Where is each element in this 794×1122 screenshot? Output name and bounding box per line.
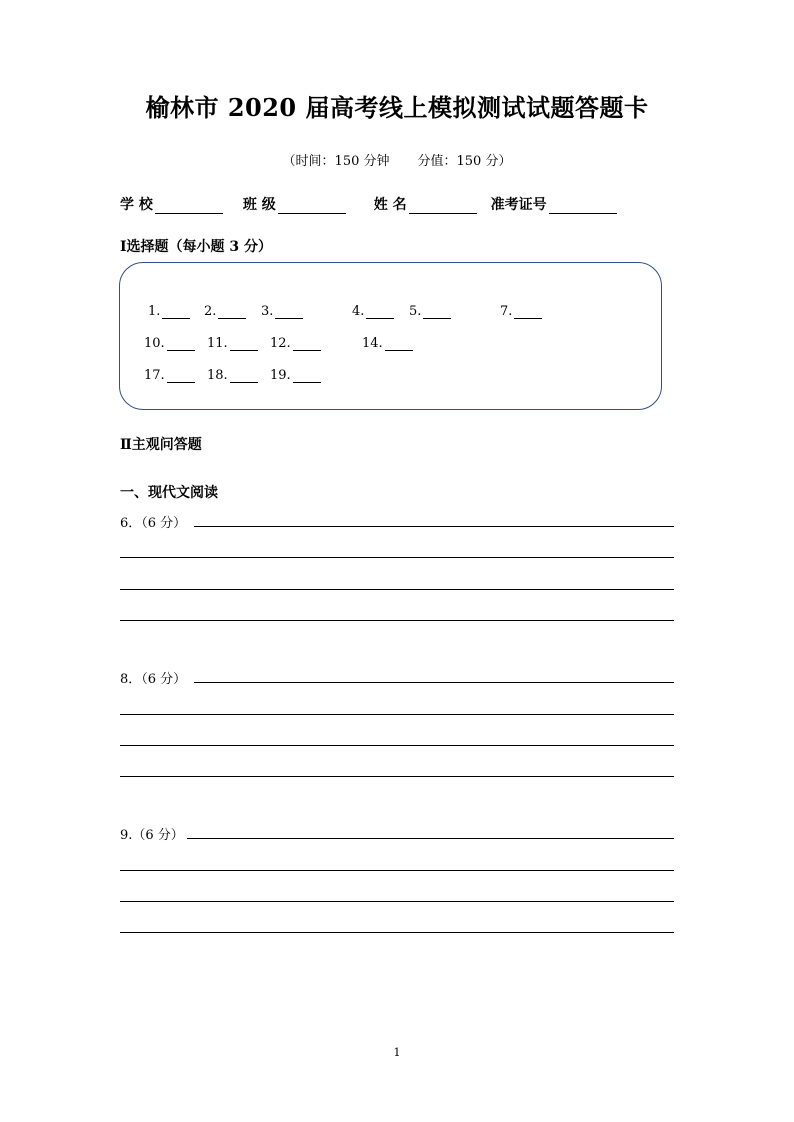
question-6-label: 6．（6 分） [120, 516, 187, 531]
answer-line[interactable] [120, 620, 674, 621]
exam-id-blank[interactable] [549, 199, 617, 214]
choice-item[interactable] [204, 304, 246, 319]
choice-item[interactable] [409, 304, 451, 319]
choice-number: 17. [144, 368, 165, 383]
name-blank[interactable] [409, 199, 477, 214]
answer-line[interactable] [194, 526, 674, 527]
choice-number: 18. [207, 368, 228, 383]
student-info-row [120, 194, 617, 214]
answer-line[interactable] [187, 838, 674, 839]
answer-blank[interactable] [230, 370, 258, 383]
answer-line[interactable] [120, 776, 674, 777]
choice-number: 4. [352, 304, 365, 319]
choice-number: 12. [270, 336, 291, 351]
choice-item[interactable] [207, 336, 258, 351]
question-8-label: 8．（6 分） [120, 672, 187, 687]
answer-blank[interactable] [385, 338, 413, 351]
school-field [120, 194, 223, 214]
class-field [243, 194, 346, 214]
choice-number: 7. [500, 304, 513, 319]
choice-item[interactable] [362, 336, 413, 351]
answer-blank[interactable] [218, 306, 246, 319]
choice-item[interactable] [270, 336, 321, 351]
answer-line[interactable] [120, 745, 674, 746]
answer-blank[interactable] [293, 338, 321, 351]
answer-blank[interactable] [167, 370, 195, 383]
answer-line[interactable] [120, 870, 674, 871]
score-info: 分值：150 分） [417, 154, 512, 169]
choice-item[interactable] [207, 368, 258, 383]
question-9-label: 9.（6 分） [120, 828, 184, 843]
choice-item[interactable] [352, 304, 394, 319]
choice-item[interactable] [270, 368, 321, 383]
choice-number: 11. [207, 336, 228, 351]
answer-line[interactable] [120, 557, 674, 558]
exam-id-field [491, 194, 617, 214]
class-label: 班 级 [242, 197, 276, 213]
answer-line[interactable] [120, 589, 674, 590]
answer-blank[interactable] [162, 306, 190, 319]
answer-blank[interactable] [423, 306, 451, 319]
name-field [374, 194, 477, 214]
time-info: （时间：150 分钟 [282, 154, 390, 169]
choice-number: 14. [362, 336, 383, 351]
exam-info-subtitle [0, 150, 794, 169]
choice-number: 2. [204, 304, 217, 319]
section-choice-heading: Ⅰ选择题（每小题 3 分） [120, 239, 273, 255]
choice-number: 5. [409, 304, 422, 319]
page-title: 榆林市 2020 届高考线上模拟测试试题答题卡 [145, 93, 649, 122]
answer-line[interactable] [120, 714, 674, 715]
answer-blank[interactable] [167, 338, 195, 351]
exam-id-label: 准考证号 [490, 197, 547, 213]
answer-line[interactable] [194, 682, 674, 683]
answer-blank[interactable] [514, 306, 542, 319]
answer-line[interactable] [120, 901, 674, 902]
name-label: 姓 名 [373, 197, 407, 213]
choice-item[interactable] [144, 336, 195, 351]
choice-item[interactable] [144, 368, 195, 383]
choice-number: 19. [270, 368, 291, 383]
answer-blank[interactable] [366, 306, 394, 319]
choice-item[interactable] [148, 304, 190, 319]
choice-number: 1. [148, 304, 161, 319]
choice-number: 3. [261, 304, 274, 319]
class-blank[interactable] [278, 199, 346, 214]
school-label: 学 校 [120, 197, 153, 213]
choice-item[interactable] [261, 304, 303, 319]
answer-blank[interactable] [293, 370, 321, 383]
modern-reading-heading: 一、现代文阅读 [120, 485, 218, 501]
school-blank[interactable] [155, 199, 223, 214]
answer-blank[interactable] [230, 338, 258, 351]
page-number: 1 [393, 1046, 401, 1059]
answer-blank[interactable] [275, 306, 303, 319]
choice-item[interactable] [500, 304, 542, 319]
section-subjective-heading: Ⅱ主观问答题 [120, 437, 202, 453]
choice-number: 10. [144, 336, 165, 351]
answer-line[interactable] [120, 932, 674, 933]
